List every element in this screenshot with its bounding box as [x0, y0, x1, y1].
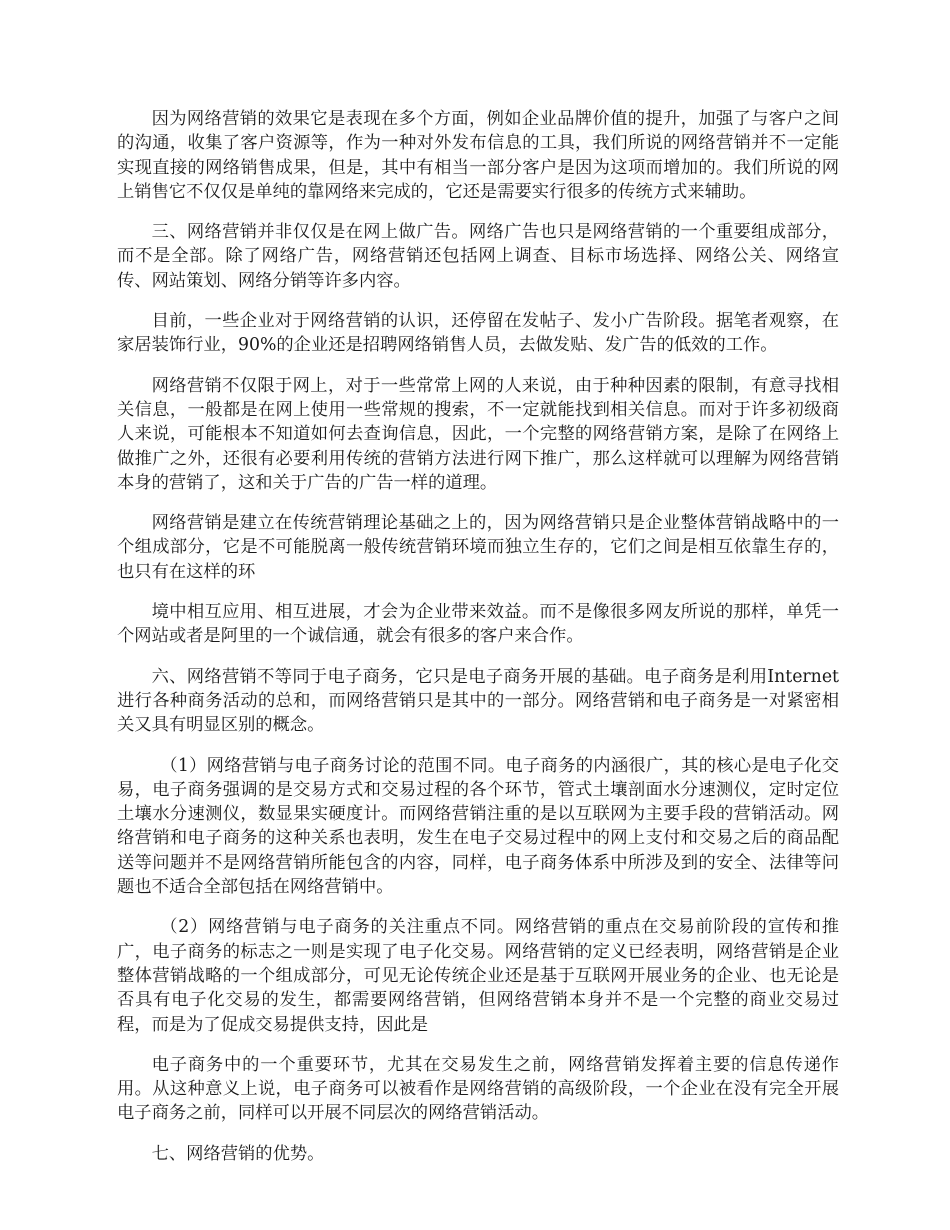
document-body — [117, 107, 839, 1182]
paragraph-2: 三、网络营销并非仅仅是在网上做广告。网络广告也只是网络营销的一个重要组成部分，而不是全部。除了网络广告，网络营销还包括网上调查、目标市场选择、网络公关、网络宣传、网站策划、网络分销等许多内容。 — [117, 222, 839, 291]
paragraph-10: 电子商务中的一个重要环节，尤其在交易发生之前，网络营销发挥着主要的信息传递作用。从这种意义上说，电子商务可以被看作是网络营销的高级阶段，一个企业在没有完全开展电子商务之前，同样可以开展不同层次的网络营销活动。 — [117, 1054, 839, 1124]
paragraph-6: 境中相互应用、相互进展，才会为企业带来效益。而不是像很多网友所说的那样，单凭一个网站或者是阿里的一个诚信通，就会有很多的客户来合作。 — [117, 602, 839, 647]
paragraph-5: 网络营销是建立在传统营销理论基础之上的，因为网络营销只是企业整体营销战略中的一个组成部分，它是不可能脱离一般传统营销环境而独立生存的，它们之间是相互依靠生存的，也只有在这样的环 — [117, 513, 839, 582]
paragraph-11: 七、网络营销的优势。 — [151, 1143, 325, 1164]
paragraph-1: 因为网络营销的效果它是表现在多个方面，例如企业品牌价值的提升，加强了与客户之间的沟通，收集了客户资源等，作为一种对外发布信息的工具，我们所说的网络营销并不一定能实现直接的网络销售成果，但是，其中有相当一部分客户是因为这项而增加的。我们所说的网上销售它不仅仅是单纯的靠网络来完成的，它还是需要实行很多的传统方式来辅助。 — [117, 109, 839, 202]
paragraph-3: 目前，一些企业对于网络营销的认识，还停留在发帖子、发小广告阶段。据笔者观察，在家居装饰行业，90%的企业还是招聘网络销售人员，去做发贴、发广告的低效的工作。 — [117, 311, 839, 356]
paragraph-7: 六、网络营销不等同于电子商务，它只是电子商务开展的基础。电子商务是利用Internet进行各种商务活动的总和，而网络营销只是其中的一部分。网络营销和电子商务是一对紧密相关又具有明显区别的概念。 — [117, 666, 839, 736]
paragraph-8: （1）网络营销与电子商务讨论的范围不同。电子商务的内涵很广，其的核心是电子化交易，电子商务强调的是交易方式和交易过程的各个环节，管式土壤剖面水分速测仪，定时定位土壤水分速测仪，数显果实硬度计。而网络营销注重的是以互联网为主要手段的营销活动。网络营销和电子商务的这种关系也表明，发生在电子交易过程中的网上支付和交易之后的商品配送等问题并不是网络营销所能包含的内容，同样，电子商务体系中所涉及到的安全、法律等问题也不适合全部包括在网络营销中。 — [117, 755, 839, 898]
paragraph-4: 网络营销不仅限于网上，对于一些常常上网的人来说，由于种种因素的限制，有意寻找相关信息，一般都是在网上使用一些常规的搜索，不一定就能找到相关信息。而对于许多初级商人来说，可能根本不知道如何去查询信息，因此，一个完整的网络营销方案，是除了在网络上做推广之外，还很有必要利用传统的营销方法进行网下推广，那么这样就可以理解为网络营销本身的营销了，这和关于广告的广告一样的道理。 — [117, 375, 839, 493]
paragraph-9: （2）网络营销与电子商务的关注重点不同。网络营销的重点在交易前阶段的宣传和推广，电子商务的标志之一则是实现了电子化交易。网络营销的定义已经表明，网络营销是企业整体营销战略的一个组成部分，可见无论传统企业还是基于互联网开展业务的企业、也无论是否具有电子化交易的发生，都需要网络营销，但网络营销本身并不是一个完整的商业交易过程，而是为了促成交易提供支持，因此是 — [117, 917, 839, 1035]
